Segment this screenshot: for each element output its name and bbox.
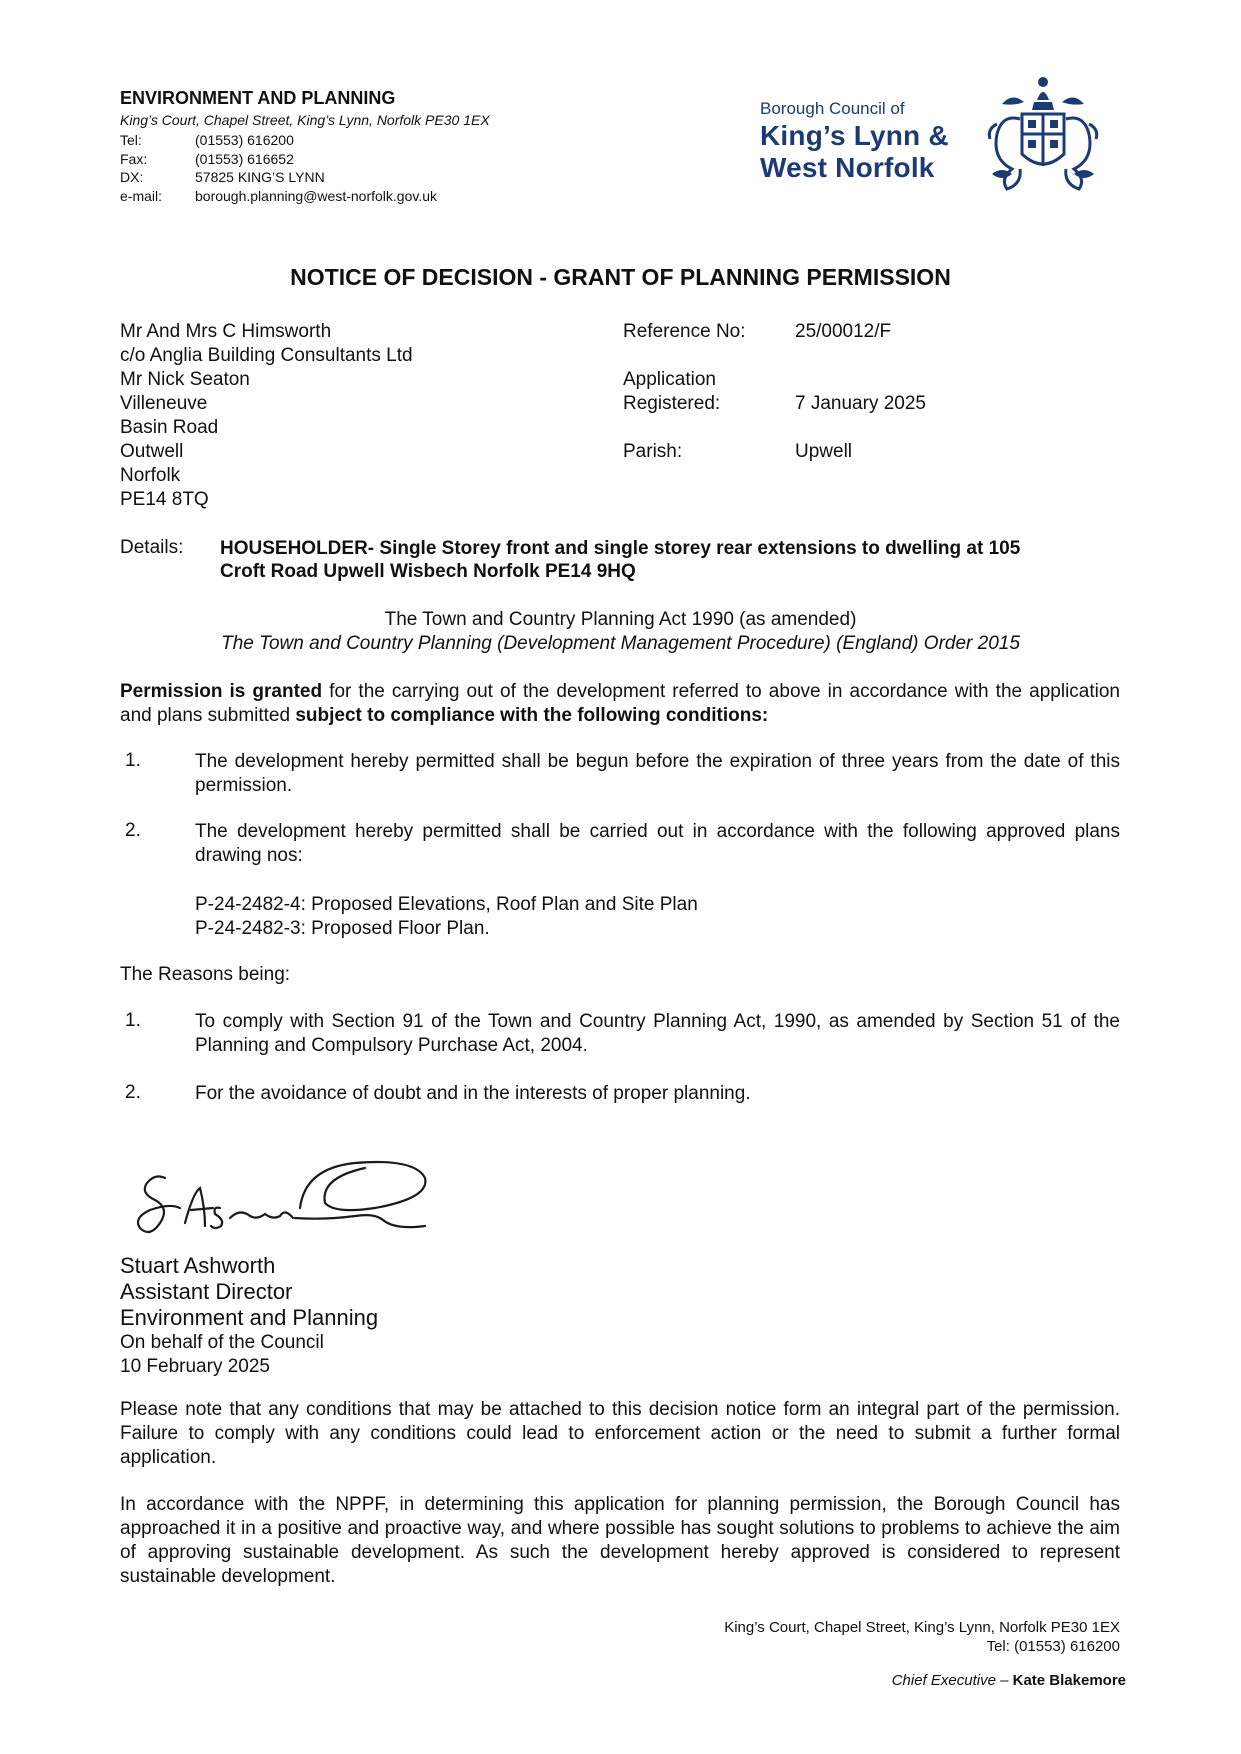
signer-block [120, 1253, 378, 1379]
details-text: HOUSEHOLDER- Single Storey front and single storey rear extensions to dwelling at 105 Croft Road Upwell Wisbech Norfolk PE14 9HQ [220, 538, 1021, 582]
notice-title: NOTICE OF DECISION - GRANT OF PLANNING PERMISSION [290, 264, 951, 290]
condition-text: The development hereby permitted shall be begun before the expiration of three years from the date of this permission. [195, 751, 1120, 796]
condition-number: 2. [125, 820, 141, 841]
email-link[interactable]: borough.planning@west-norfolk.gov.uk [195, 187, 437, 204]
conditions-note: Please note that any conditions that may be attached to this decision notice form an integral part of the permission. Failure to comply with any conditions could lead to enforcement action or the need to submit a further formal application. [120, 1399, 1120, 1468]
chief-executive: Chief Executive – Kate Blakemore [891, 1672, 1126, 1689]
registered-date: 7 January 2025 [795, 393, 926, 414]
signer-behalf: On behalf of the Council [120, 1332, 324, 1353]
reference-label: Reference No: [623, 321, 746, 342]
reason-text: For the avoidance of doubt and in the interests of proper planning. [195, 1083, 751, 1104]
application-label: Application [623, 369, 716, 390]
nppf-note: In accordance with the NPPF, in determining this application for planning permission, the Borough Council has approached it in a positive and proactive way, and where possible has sought solutions to problems to achieve the aim of approving sustainable development. As such the development hereby approved is considered to represent sustainable development. [120, 1494, 1120, 1587]
registered-label: Registered: [623, 393, 721, 414]
plan-item: P-24-2482-3: Proposed Floor Plan. [195, 918, 490, 939]
reason-text: To comply with Section 91 of the Town and Country Planning Act, 1990, as amended by Section 51 of the Planning and Compulsory Purchase Act, 2004. [195, 1011, 1120, 1056]
contact-row-tel: Tel: (01553) 616200 [120, 132, 294, 148]
legislation-block [0, 608, 1241, 656]
reason-number: 2. [125, 1082, 141, 1103]
condition-number: 1. [125, 750, 141, 771]
condition-text: The development hereby permitted shall be carried out in accordance with the following approved plans drawing nos: [195, 821, 1120, 866]
contact-details [120, 131, 437, 205]
reference-value: 25/00012/F [795, 321, 892, 342]
contact-row-fax: Fax: (01553) 616652 [120, 150, 294, 167]
footer-address: King’s Court, Chapel Street, King’s Lynn, Norfolk PE30 1EX Tel: (01553) 616200 [724, 1619, 1120, 1655]
parish-label: Parish: [623, 441, 683, 462]
signer-department: Environment and Planning [120, 1305, 379, 1330]
coat-of-arms-icon [982, 74, 1104, 194]
department-address: King’s Court, Chapel Street, King’s Lynn, Norfolk PE30 1EX [120, 112, 490, 128]
details-label: Details: [120, 537, 184, 558]
act-1990: The Town and Country Planning Act 1990 (as amended) [384, 609, 857, 630]
signer-title: Assistant Director [120, 1279, 293, 1304]
approved-plans [195, 893, 1120, 941]
decision-date: 10 February 2025 [120, 1356, 270, 1377]
order-2015: The Town and Country Planning (Development Management Procedure) (England) Order 2015 [221, 633, 1020, 654]
contact-row-email: e-mail: borough.planning@west-norfolk.gov.uk [120, 187, 437, 204]
department-heading: ENVIRONMENT AND PLANNING [120, 88, 396, 108]
reason-number: 1. [125, 1010, 141, 1031]
council-logo-text: Borough Council of King’s Lynn & West Norfolk [760, 99, 949, 183]
reasons-heading: The Reasons being: [120, 964, 291, 985]
signature-icon [125, 1148, 445, 1248]
signer-name: Stuart Ashworth [120, 1253, 276, 1278]
parish-value: Upwell [795, 441, 853, 462]
contact-row-dx: DX: 57825 KING’S LYNN [120, 169, 325, 185]
permission-paragraph: Permission is granted for the carrying out of the development referred to above in accordance with the application and plans submitted subject to compliance with the following conditions: [120, 681, 1120, 726]
applicant-address: Mr And Mrs C Himsworth c/o Anglia Building Consultants Ltd Mr Nick Seaton Villeneuve Basin Road Outwell Norfolk PE14 8TQ [120, 321, 413, 510]
plan-item: P-24-2482-4: Proposed Elevations, Roof Plan and Site Plan [195, 894, 698, 915]
